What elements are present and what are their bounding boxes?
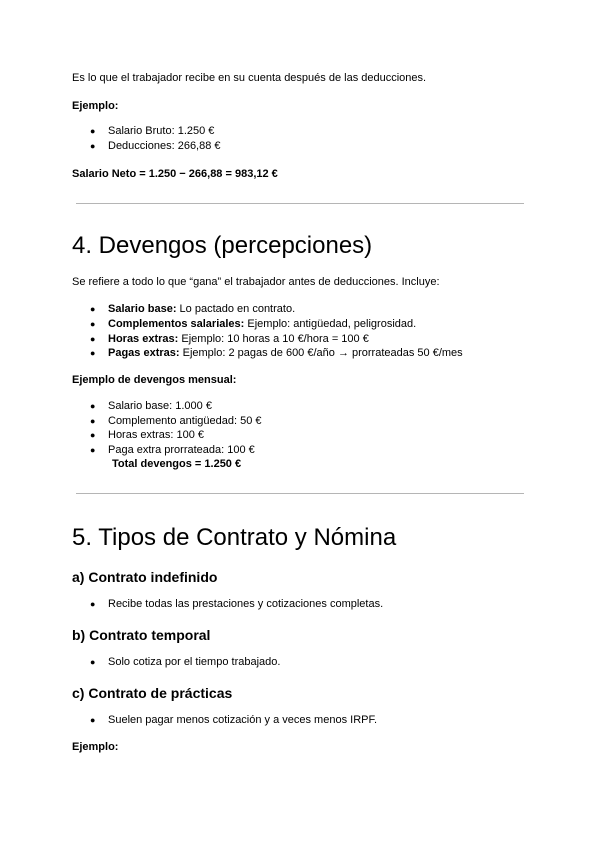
bullet-icon: ●	[90, 141, 96, 151]
item-desc: Ejemplo: 2 pagas de 600 €/año → prorrateadas 50 €/mes	[179, 347, 463, 359]
item-term: Salario base:	[108, 303, 177, 315]
list-item: Deducciones: 266,88 €	[108, 140, 221, 152]
list-item: Paga extra prorrateada: 100 €	[108, 444, 255, 456]
subsection-title: a) Contrato indefinido	[72, 569, 218, 585]
bullet-icon: ●	[90, 334, 96, 344]
neto-result: Salario Neto = 1.250 − 266,88 = 983,12 €	[72, 168, 278, 180]
divider	[76, 203, 524, 204]
list-item	[108, 332, 369, 346]
section-4-intro: Se refiere a todo lo que “gana” el trabajador antes de deducciones. Incluye:	[72, 276, 440, 288]
example-label: Ejemplo:	[72, 100, 119, 112]
list-item: Horas extras: 100 €	[108, 429, 204, 441]
list-item: Complemento antigüedad: 50 €	[108, 415, 262, 427]
item-term: Pagas extras:	[108, 347, 180, 359]
bullet-icon: ●	[90, 416, 96, 426]
list-item: Solo cotiza por el tiempo trabajado.	[108, 656, 281, 668]
list-item: Suelen pagar menos cotización y a veces menos IRPF.	[108, 714, 378, 726]
section-4-title: 4. Devengos (percepciones)	[72, 232, 373, 259]
bullet-icon: ●	[90, 445, 96, 455]
section-5-title: 5. Tipos de Contrato y Nómina	[72, 524, 397, 551]
divider	[76, 493, 524, 494]
list-item	[108, 346, 463, 360]
list-item	[108, 302, 295, 316]
item-desc: Ejemplo: 10 horas a 10 €/hora = 100 €	[178, 333, 369, 345]
bullet-icon: ●	[90, 401, 96, 411]
bullet-icon: ●	[90, 430, 96, 440]
item-desc: Lo pactado en contrato.	[176, 303, 296, 315]
item-term: Complementos salariales:	[108, 318, 245, 330]
list-item: Salario base: 1.000 €	[108, 400, 212, 412]
bullet-icon: ●	[90, 126, 96, 136]
bullet-icon: ●	[90, 348, 96, 358]
example-label: Ejemplo:	[72, 741, 119, 753]
item-term: Horas extras:	[108, 333, 179, 345]
devengos-example-title: Ejemplo de devengos mensual:	[72, 374, 237, 386]
list-item: Recibe todas las prestaciones y cotizaciones completas.	[108, 598, 384, 610]
list-item	[108, 317, 416, 331]
subsection-title: c) Contrato de prácticas	[72, 685, 233, 701]
list-item: Salario Bruto: 1.250 €	[108, 125, 215, 137]
bullet-icon: ●	[90, 304, 96, 314]
bullet-icon: ●	[90, 319, 96, 329]
intro-line: Es lo que el trabajador recibe en su cuenta después de las deducciones.	[72, 72, 427, 84]
bullet-icon: ●	[90, 657, 96, 667]
item-desc: Ejemplo: antigüedad, peligrosidad.	[244, 318, 417, 330]
devengos-total: Total devengos = 1.250 €	[112, 458, 242, 470]
subsection-title: b) Contrato temporal	[72, 627, 211, 643]
bullet-icon: ●	[90, 715, 96, 725]
bullet-icon: ●	[90, 599, 96, 609]
